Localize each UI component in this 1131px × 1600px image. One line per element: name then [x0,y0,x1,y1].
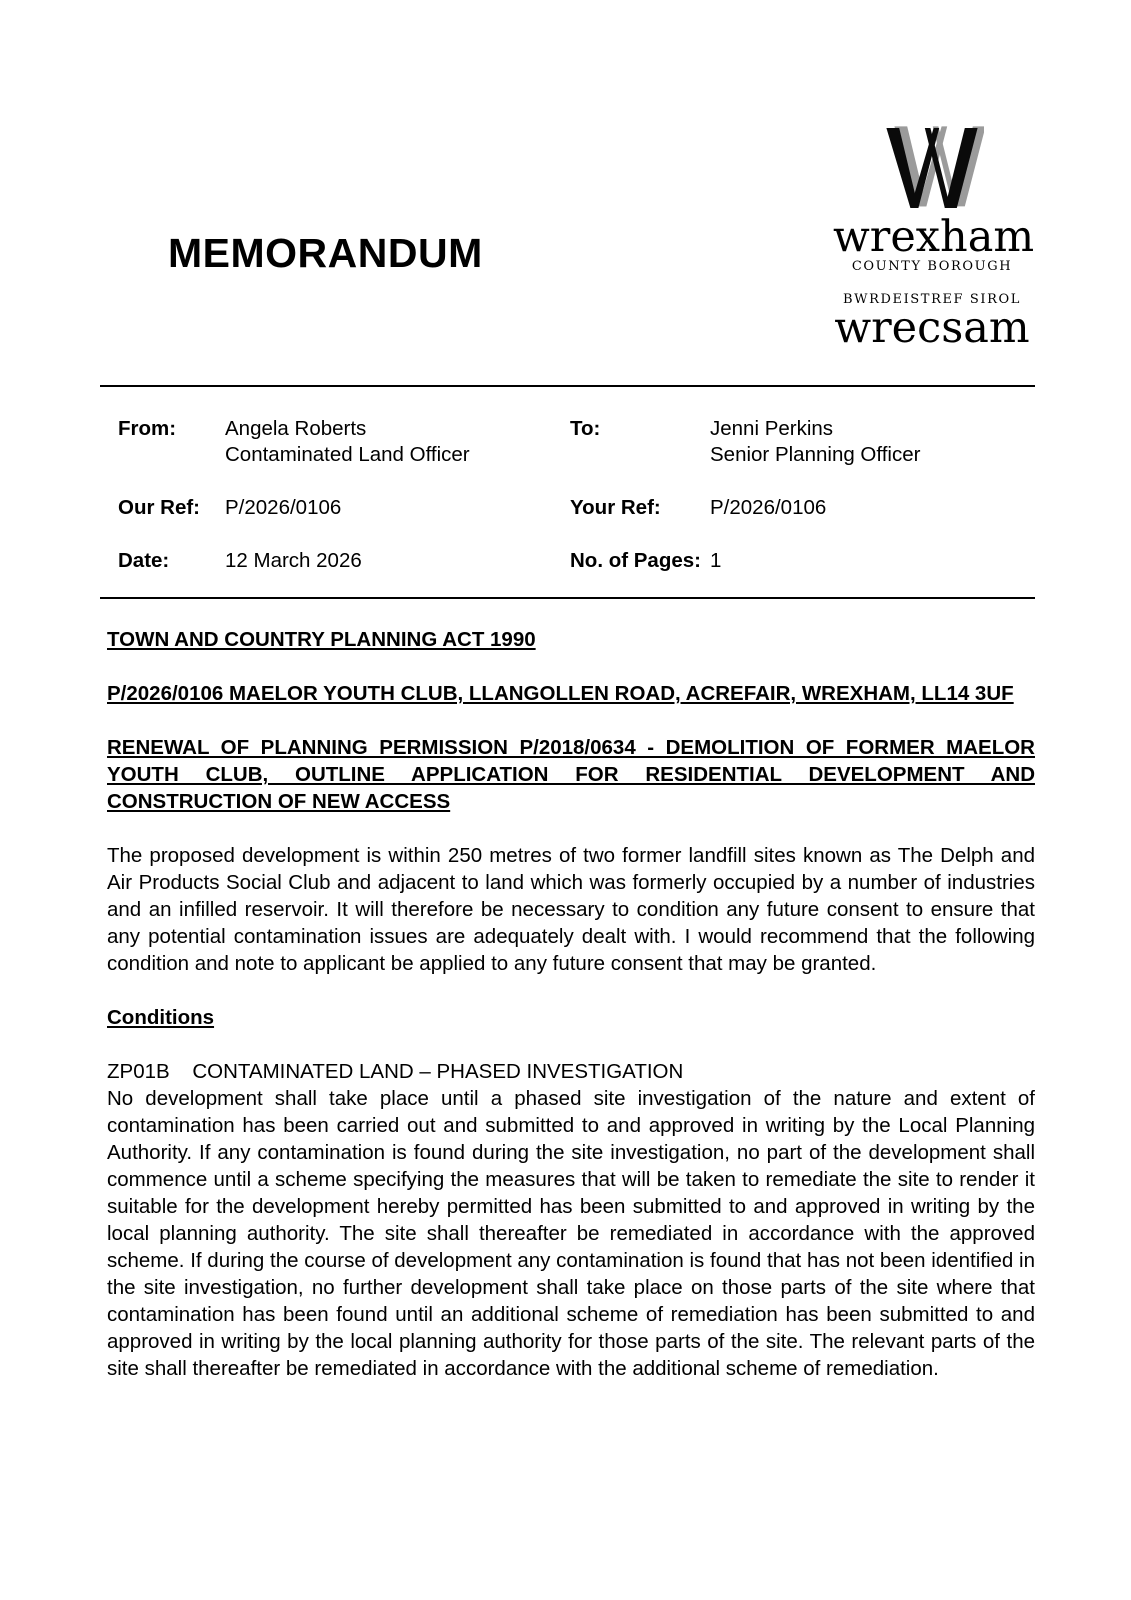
to-name: Jenni Perkins [710,417,834,440]
conditions-heading: Conditions [107,1006,215,1029]
from-name: Angela Roberts [225,417,367,440]
heading-planning-act: TOWN AND COUNTRY PLANNING ACT 1990 [107,628,536,651]
memo-meta-grid [118,416,1035,574]
logo-tagline-english: COUNTY BOROUGH [851,259,1013,274]
to-role: Senior Planning Officer [710,443,921,466]
from-label: From: [118,417,177,440]
council-logo [833,124,1035,353]
condition-code: ZP01B [107,1060,170,1083]
horizontal-rule-bottom [100,597,1035,599]
condition-text: No development shall take place until a phased site investigation of the nature and extent of contamination has been carried out and submitted to and approved in writing by the Local Planning Authority. If any contamination is found during the site investigation, no part of the development shall commence until a scheme specifying the measures that will be taken to remediate the site to render it suitable for the development hereby permitted has been submitted to and approved in writing by the local planning authority. The site shall thereafter be remediated in accordance with the approved scheme. If during the course of development any contamination is found that has not been identified in the site investigation, no further development shall take place on those parts of the site where that contamination has been found until an additional scheme of remediation has been submitted to and approved in writing by the local planning authority for those parts of the site. The relevant parts of the site shall thereafter be remediated in accordance with the additional scheme of remediation. [107,1087,1035,1380]
heading-application-ref: P/2026/0106 MAELOR YOUTH CLUB, LLANGOLLEN ROAD, ACREFAIR, WREXHAM, LL14 3UF [107,682,1014,705]
pages-value: 1 [710,549,722,572]
heading-proposal: RENEWAL OF PLANNING PERMISSION P/2018/0634 - DEMOLITION OF FORMER MAELOR YOUTH CLUB, OUTLINE APPLICATION FOR RESIDENTIAL DEVELOPMENT AND CONSTRUCTION OF NEW ACCESS [107,736,1035,813]
to-label: To: [570,417,601,440]
memo-title: MEMORANDUM [168,230,483,276]
our-ref-value: P/2026/0106 [225,496,342,519]
your-ref-value: P/2026/0106 [710,496,827,519]
logo-tagline-welsh: BWRDEISTREF SIROL [842,292,1022,307]
intro-paragraph: The proposed development is within 250 metres of two former landfill sites known as The Delph and Air Products Social Club and adjacent to land which was formerly occupied by a number of industries and an infilled reservoir. It will therefore be necessary to condition any future consent to ensure that any potential contamination issues are adequately dealt with. I would recommend that the following condition and note to applicant be applied to any future consent that may be granted. [107,844,1035,975]
to-value [710,416,1035,468]
logo-wordmark-english: wrexham [833,212,1035,262]
your-ref-label: Your Ref: [570,496,661,519]
date-label: Date: [118,549,170,572]
logo-wordmark-welsh: wrecsam [834,303,1030,353]
condition-title: CONTAMINATED LAND – PHASED INVESTIGATION [192,1060,684,1083]
pages-label: No. of Pages: [570,549,701,572]
memo-body [107,626,1035,1382]
our-ref-label: Our Ref: [118,496,200,519]
wrexham-w-mark-icon [880,124,984,212]
condition-heading-line [107,1058,1035,1085]
from-value [225,416,570,468]
horizontal-rule-top [100,385,1035,387]
date-value: 12 March 2026 [225,549,362,572]
from-role: Contaminated Land Officer [225,443,470,466]
